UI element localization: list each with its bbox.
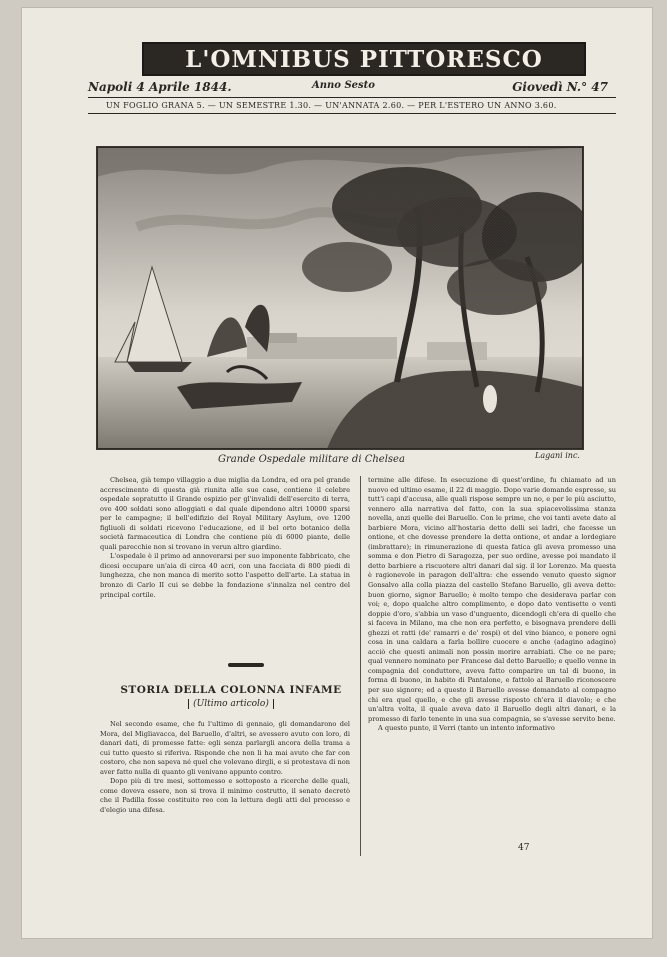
article-title: STORIA DELLA COLONNA INFAME <box>120 684 342 696</box>
issue-date: Napoli 4 Aprile 1844. <box>88 80 232 94</box>
header-rule-bottom <box>88 113 616 114</box>
subscription-prices: UN FOGLIO GRANA 5. — UN SEMESTRE 1.30. — UN'ANNATA 2.60. — PER L'ESTERO UN ANNO 3.60. <box>106 101 557 110</box>
paragraph: Dopo più di tre mesi, sottomesso e sottoposto a ricerche delle quali, come doveva essere, non si trova il minimo costrutto, il senato decretò che il Padilla fosse costituito reo con la lettura degli atti del processo e d'elegio una difesa. <box>100 777 350 814</box>
page-number: 47 <box>518 843 530 853</box>
paragraph: Nel secondo esame, che fu l'ultimo di gennaio, gli domandarono del Mora, del Migliavacca, del Baruello, d'altri, se avessero avuto con loro, di danari dati, di promesse fatte: egli senza parlargli ancora della trama a cui tutto questo si riferiva. Risponde che non li ha mai avuto che far con costoro, che non sapeva né quel che volevano dirgli, e si protestava di non aver fatto nulla di quanto gli venivano appunto contro. <box>100 720 350 776</box>
paragraph: Chelsea, già tempo villaggio a due miglia da Londra, ed ora pel grande accrescimento di questa già riunita alle sue case, contiene il celebre ospedale sopratutto il Grande ospizio per gl'invalidi dell'esercito di terra, ove 400 soldati sono alloggiati e dal quale dipendono altri 10000 sparsi per le campagne; il bell'edifizio del Royal Military Asylum, ove 1200 figliuoli di soldati ricevono l'educazione, ed il bel orto botanico della società farmaceutica di Londra che contiene più di 6000 piante, delle quali parecchie non si trovano in verun altro giardino. <box>100 476 350 551</box>
chelsea-article <box>100 476 350 600</box>
column-separator <box>360 476 361 856</box>
paragraph: A questo punto, il Verri (tanto un intento informativo <box>378 724 555 733</box>
article-subtitle <box>106 699 356 709</box>
header-rule-top <box>88 97 616 98</box>
paragraph: termine alle difese. In esecuzione di quest'ordine, fu chiamato ad un nuovo ed ultimo esame, il 22 di maggio. Dopo varie domande espresse, su tutt'i capi d'accusa, alle quali rispose sempre un no, e per le più asciutto, vennero alla narrativa del fatto, con la sua spiacevolissima stanza novella, anzi quelle dei Baruello. Con le prime, che voi tanti avete dato al barbiere Mora, vicino all'hostaria detto delli sei ladri, che facesse un ontione, et che dovesse prendere la detta ontione, et andar a lordegiare (imbrattare); in rimunerazione di questa fatica gli aveva promesso una somma e don Pietro di Saragozza, per suo ordine, avesse poi mandato il detto barbiere a riscuotere altri danari dal sig. il lor Lorenzo. Ma questa è ragionevole in paragon dell'altra: che essendo venuto questo signor Gonsalvo alla colla piazza del castello Stefano Baruello, gli aveva detto: buon giorno, signor Baruello; è molto tempo che desiderava parlar con voi; e, dopo qualche altro complimento, e dopo dato ventisette o venti doppie d'oro, s'abbia un vaso d'unguento, dicendogli ch'era di quello che si faceva in Milano, ma che non era perfetto, e bisognava prendere delli ghezzi et ratti (de' ramarri e de' rospi) et del vino bianco, e ponere ogni cosa in una caldara a farla bollire cuocere e anche (adagino adagino) acciò che questi animali non possin morire arrabiati. Che ce ne pare; qual vennero nominato per Francese dal detto Baruello; e quello venne in compagnia del conduttore, aveva fatto comparire un tal di buono, in forma di buono, in habito di Pantalone, e fattolo al Baruello riconoscere per suo signore; ed a questo il Baruello avesse domandato al compagno chi era quel quello, e che gli avesse risposto ch'era il diavolo; e che un'altra volta, il quale aveva dato il Baruello degli altri danari, e la promesso di farlo tenente in una sua compagnia, se s'avesse servito bene. <box>368 476 616 723</box>
illustration-caption: Grande Ospedale militare di Chelsea <box>218 454 405 465</box>
masthead-title: L'OMNIBUS PITTORESCO <box>142 42 586 76</box>
dateline <box>88 80 608 96</box>
engraving-illustration <box>96 146 584 450</box>
article-column-left <box>100 720 350 815</box>
paragraph: L'ospedale è il primo ad annoverarsi per suo imponente fabbricato, che dicesi occupare un'aia di circa 40 acri, con una facciata di 800 piedi di lunghezza, che non manca di merito sotto l'aspetto dell'arte. La statua in bronzo di Carlo II cui se debbe la fondazione s'innalza nel centro del principal cortile. <box>100 552 350 599</box>
issue-number: Giovedì N.° 47 <box>512 80 608 94</box>
article-subtitle-text: (Ultimo articolo) <box>188 699 274 709</box>
section-divider <box>228 663 264 667</box>
issue-year: Anno Sesto <box>312 80 375 91</box>
article-column-right <box>368 476 616 734</box>
engraver-signature: Lagani inc. <box>535 451 580 460</box>
